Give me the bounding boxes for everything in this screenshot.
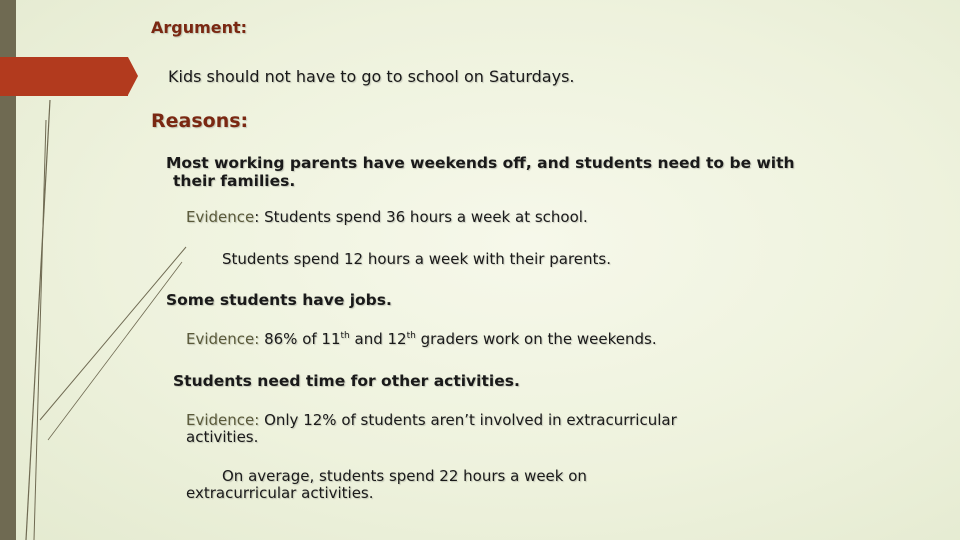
reason-1-line-2: their families. <box>173 172 296 190</box>
evidence-3b-line-1: On average, students spend 22 hours a week on <box>222 467 587 485</box>
evidence-2 <box>186 331 657 348</box>
reason-1-line-1: Most working parents have weekends off, and students need to be with <box>166 154 795 172</box>
evidence-2-part-3: graders work on the weekends. <box>415 330 657 348</box>
evidence-1-label: Evidence <box>186 208 255 226</box>
evidence-2-sup-1: th <box>340 331 350 341</box>
evidence-2-part-1: 86% of 11 <box>259 330 341 348</box>
evidence-1-text: : Students spend 36 hours a week at school. <box>254 208 588 226</box>
deco-line-1 <box>26 100 50 540</box>
deco-line-2 <box>34 120 46 540</box>
evidence-3-label: Evidence: <box>186 411 260 429</box>
evidence-2-label: Evidence: <box>186 330 260 348</box>
reasons-heading: Reasons: <box>151 110 249 132</box>
reason-2: Some students have jobs. <box>166 291 392 309</box>
evidence-2-part-2: and 12 <box>349 330 407 348</box>
reason-3: Students need time for other activities. <box>173 372 520 390</box>
evidence-3b-line-2: extracurricular activities. <box>186 484 374 502</box>
evidence-3-line-2: activities. <box>186 428 259 446</box>
evidence-1 <box>186 209 588 226</box>
argument-heading: Argument: <box>151 18 248 37</box>
deco-line-4 <box>48 262 182 440</box>
evidence-3-text: Only 12% of students aren’t involved in extracurricular <box>259 411 677 429</box>
claim-text: Kids should not have to go to school on Saturdays. <box>168 67 575 86</box>
deco-line-3 <box>40 247 186 420</box>
evidence-1-more: Students spend 12 hours a week with their parents. <box>222 250 611 268</box>
evidence-3-line-1 <box>186 412 677 429</box>
evidence-2-sup-2: th <box>406 331 416 341</box>
